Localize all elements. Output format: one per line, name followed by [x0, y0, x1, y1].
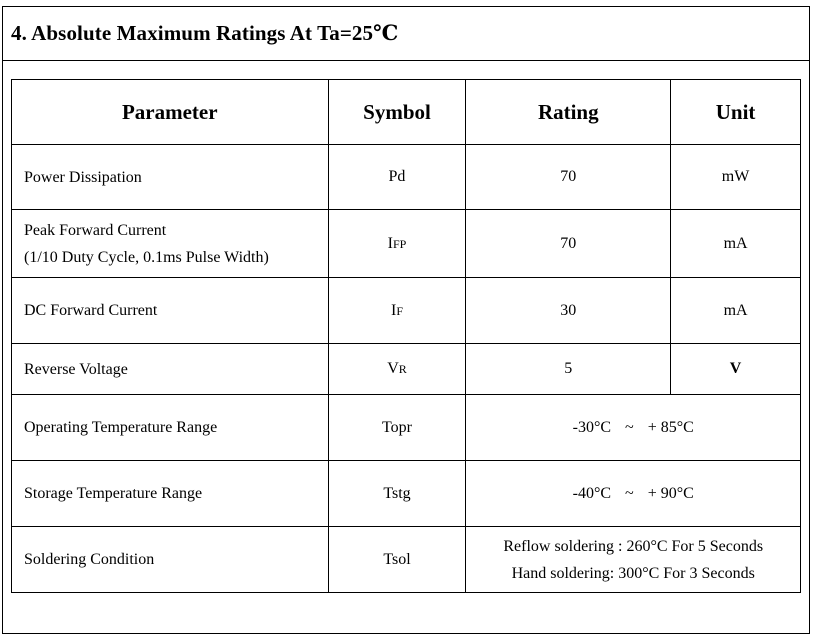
rating-cell: 70 [466, 145, 671, 210]
symbol-text: Pd [388, 168, 406, 185]
table-row [12, 527, 801, 593]
hand-soldering-text: Hand soldering: 300°C For 3 Seconds [511, 564, 755, 582]
symbol-text: Tstg [383, 484, 411, 502]
absolute-maximum-ratings-table [11, 79, 801, 593]
header-symbol: Symbol [328, 80, 466, 145]
parameter-cell: Power Dissipation [12, 145, 329, 210]
unit-cell: mA [671, 278, 801, 344]
symbol-text: V [387, 360, 399, 377]
table-row [12, 278, 801, 344]
symbol-text: Tsol [383, 550, 411, 568]
reflow-soldering-text: Reflow soldering : 260°C For 5 Seconds [503, 537, 764, 555]
symbol-cell [328, 344, 466, 395]
header-unit: Unit [671, 80, 801, 145]
unit-cell: mA [671, 210, 801, 278]
rating-range-cell [466, 461, 801, 527]
symbol-cell [328, 145, 466, 210]
range-separator: ~ [625, 484, 634, 502]
section-title: 4. Absolute Maximum Ratings At Ta=25℃ [11, 21, 399, 45]
symbol-subscript: FP [392, 236, 407, 251]
table-row [12, 395, 801, 461]
symbol-cell [328, 461, 466, 527]
table-row [12, 461, 801, 527]
rating-cell: 70 [466, 210, 671, 278]
table-row [12, 145, 801, 210]
parameter-cell: Storage Temperature Range [12, 461, 329, 527]
rating-min: -40°C [572, 484, 612, 502]
parameter-cell: Reverse Voltage [12, 344, 329, 395]
parameter-cell [12, 210, 329, 278]
header-rating: Rating [466, 80, 671, 145]
soldering-rating-cell [466, 527, 801, 593]
parameter-cell: DC Forward Current [12, 278, 329, 344]
parameter-line2: (1/10 Duty Cycle, 0.1ms Pulse Width) [24, 248, 269, 266]
rating-max: + 85°C [647, 418, 694, 436]
symbol-subscript: R [398, 362, 407, 376]
symbol-cell [328, 278, 466, 344]
symbol-cell [328, 527, 466, 593]
unit-cell: V [671, 344, 801, 395]
spec-section-frame [2, 6, 810, 634]
unit-cell: mW [671, 145, 801, 210]
table-row [12, 210, 801, 278]
symbol-text: I [390, 301, 397, 319]
rating-range-cell [466, 395, 801, 461]
table-header-row [12, 80, 801, 145]
symbol-cell [328, 395, 466, 461]
rating-min: -30°C [572, 418, 612, 436]
parameter-cell: Operating Temperature Range [12, 395, 329, 461]
rating-max: + 90°C [647, 484, 694, 502]
symbol-cell [328, 210, 466, 278]
symbol-subscript: F [396, 303, 403, 318]
range-separator: ~ [625, 418, 634, 436]
symbol-text: Topr [382, 418, 412, 436]
rating-cell: 30 [466, 278, 671, 344]
rating-cell: 5 [466, 344, 671, 395]
parameter-cell: Soldering Condition [12, 527, 329, 593]
table-row [12, 344, 801, 395]
section-header [3, 7, 809, 61]
symbol-text: I [387, 234, 393, 252]
header-parameter: Parameter [12, 80, 329, 145]
parameter-line1: Peak Forward Current [24, 221, 167, 239]
